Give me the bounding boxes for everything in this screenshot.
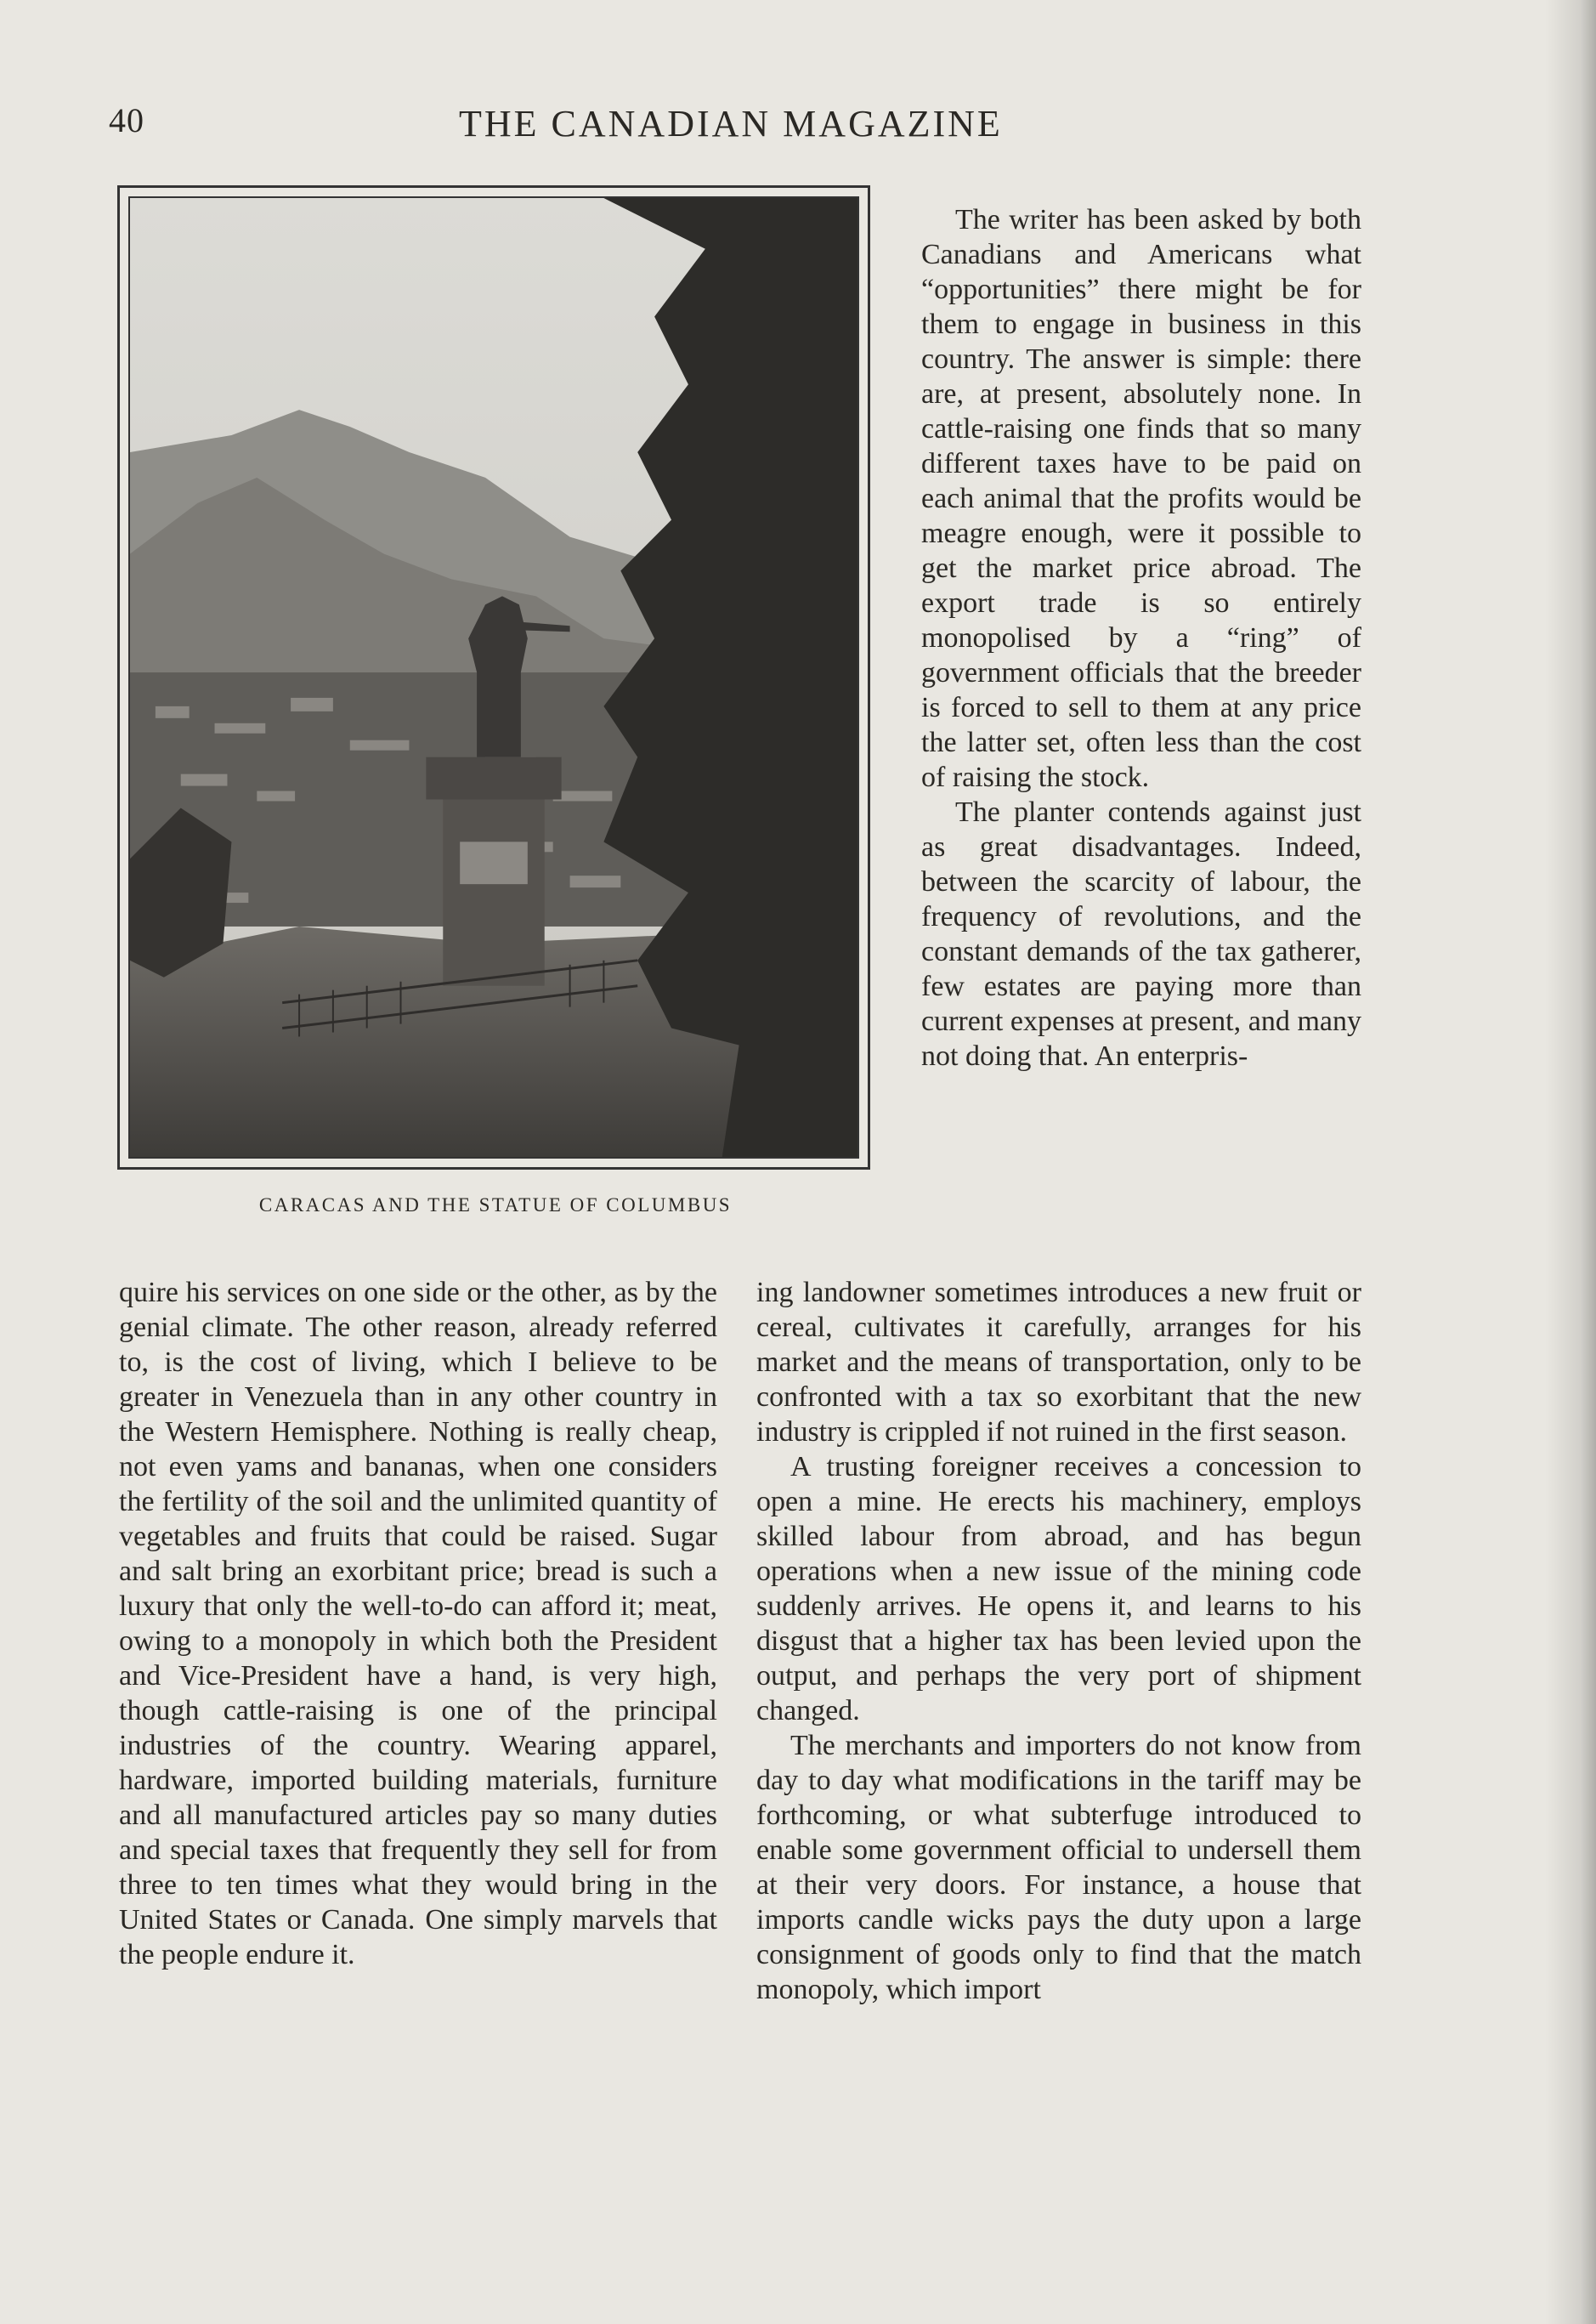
paragraph: ing landowner sometimes introduces a new fruit or cereal, cultivates it carefully, arranges for his market and the means of transportation, only to be confronted with a tax so exorbitant that the new industry is crippled if not ruined in the first season. [756, 1277, 1361, 1448]
page-number: 40 [109, 101, 144, 139]
photo-caracas-statue [128, 196, 859, 1159]
photo-illustration [130, 198, 857, 1157]
paragraph: A trusting foreigner receives a concession to open a mine. He erects his machinery, employs skilled labour from abroad, and has begun operations when a new issue of the mining code suddenly arrives. He opens it, and learns to his disgust that a higher tax has been levied upon the output, and perhaps the very port of shipment changed. [756, 1451, 1361, 1726]
running-head: THE CANADIAN MAGAZINE [459, 103, 1003, 145]
photo-caption: CARACAS AND THE STATUE OF COLUMBUS [258, 1194, 733, 1216]
photo-frame [117, 185, 870, 1170]
paragraph: quire his services on one side or the other, as by the genial climate. The other reason, already referred to, is the cost of living, which I believe to be greater in Venezuela than in any other country in the Western Hemisphere. Nothing is really cheap, not even yams and bananas, when one considers the fertility of the soil and the unlimited quantity of vegetables and fruits that could be raised. Sugar and salt bring an exorbitant price; bread is such a luxury that only the well-to-do can afford it; meat, owing to a monopoly in which both the President and Vice-President have a hand, is very high, though cattle-raising is one of the principal industries of the country. Wearing apparel, hardware, imported building materials, furniture and all manufactured articles pay so many duties and special taxes that frequently they sell for from three to ten times what they would bring in the United States or Canada. One simply marvels that the people endure it. [119, 1277, 717, 1970]
page-edge-shadow [1545, 0, 1596, 2324]
paragraph: The writer has been asked by both Canadians and Americans what “opportunities” there might be for them to engage in business in this country. The answer is simple: there are, at present, absolutely none. In cattle-raising one finds that so many different taxes have to be paid on each animal that the profits would be meagre enough, were it possible to get the market price abroad. The export trade is so entirely monopolised by a “ring” of government officials that the breeder is forced to sell to them at any price the latter set, often less than the cost of raising the stock. [921, 204, 1361, 793]
paragraph: The planter contends against just as great disadvantages. Indeed, between the scarcity of labour, the frequency of revolutions, and the constant demands of the tax gatherer, few estates are paying more than current expenses at present, and many not doing that. An enterpris- [921, 796, 1361, 1072]
left-column-bottom [119, 1275, 717, 1972]
right-column-bottom [756, 1275, 1361, 2007]
right-column-top [921, 202, 1361, 1074]
paragraph: The merchants and importers do not know from day to day what modifications in the tariff may be forthcoming, or what subterfuge introduced to enable some government official to undersell them at their very doors. For instance, a house that imports candle wicks pays the duty upon a large consignment of goods only to find that the match monopoly, which import [756, 1730, 1361, 2005]
